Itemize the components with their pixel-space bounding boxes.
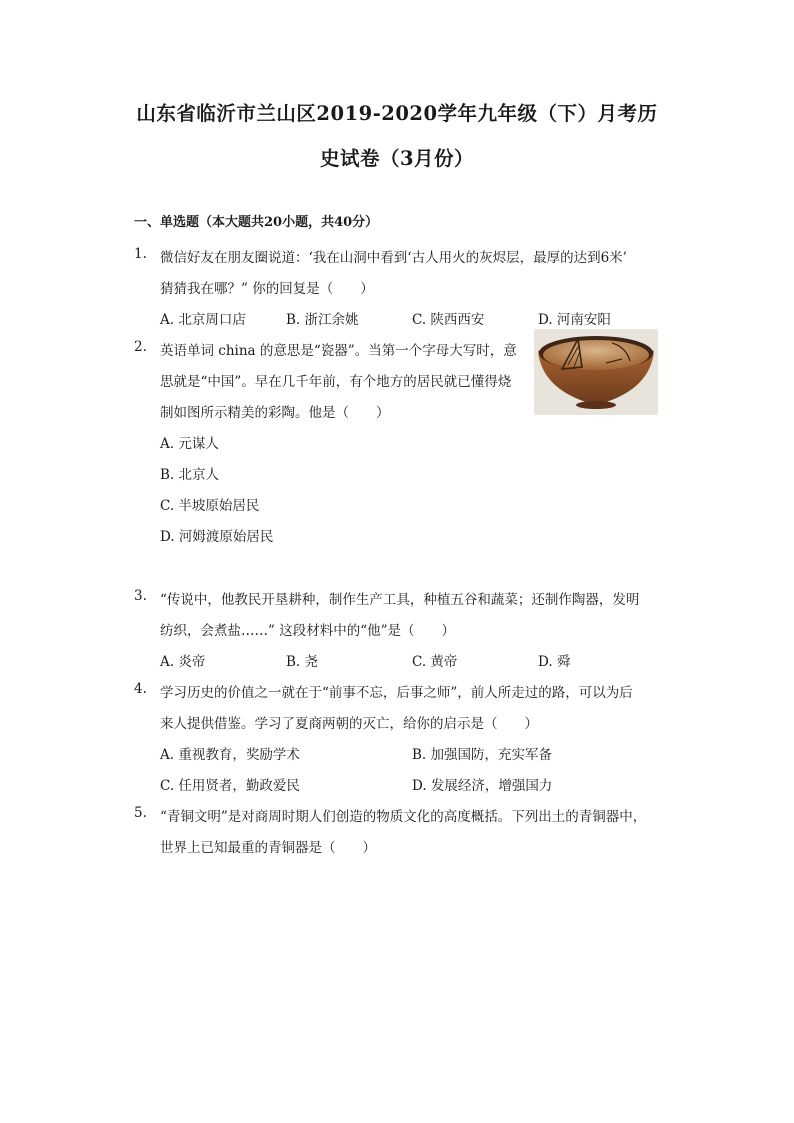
option-b: B. 北京人	[160, 467, 220, 483]
option-d: D. 舜	[538, 654, 571, 670]
question-text-line: 学习历史的价值之一就在于“前事不忘，后事之师”，前人所走过的路，可以为后	[160, 685, 633, 701]
question-text-line: 来人提供借鉴。学习了夏商两朝的灭亡，给你的启示是（ ）	[160, 716, 538, 732]
question-text-line: 思就是“中国”。早在几千年前，有个地方的居民就已懂得烧	[160, 374, 512, 390]
question-number: 2.	[134, 339, 147, 355]
option-b: B. 浙江余姚	[286, 312, 359, 328]
option-b: B. 尧	[286, 654, 319, 670]
exam-title-line-1: 山东省临沂市兰山区2019-2020学年九年级（下）月考历	[136, 102, 658, 125]
option-a: A. 重视教育，奖励学术	[160, 747, 300, 763]
option-c: C. 任用贤者，勤政爱民	[160, 778, 300, 794]
option-c: C. 黄帝	[412, 654, 458, 670]
option-a: A. 北京周口店	[160, 312, 246, 328]
option-c: C. 半坡原始居民	[160, 498, 260, 514]
question-text-line: 微信好友在朋友圈说道：‘我在山洞中看到‘古人用火的灰烬层，最厚的达到6米’	[160, 250, 627, 266]
section-heading: 一、单选题（本大题共20小题，共40分）	[134, 215, 379, 230]
question-number: 3.	[134, 588, 147, 604]
question-text-line: 猜猜我在哪？” 你的回复是（ ）	[160, 281, 374, 297]
option-a: A. 元谋人	[160, 436, 219, 452]
option-b: B. 加强国防，充实军备	[412, 747, 553, 763]
question-number: 1.	[134, 246, 147, 262]
option-d: D. 河姆渡原始居民	[160, 529, 274, 545]
painted-pottery-bowl-image	[534, 329, 658, 415]
option-d: D. 发展经济，增强国力	[412, 778, 553, 794]
question-number: 5.	[134, 805, 147, 821]
question-number: 4.	[134, 681, 147, 697]
option-a: A. 炎帝	[160, 654, 206, 670]
question-text-line: 纺织，会煮盐……” 这段材料中的“他”是（ ）	[160, 623, 455, 639]
option-d: D. 河南安阳	[538, 312, 611, 328]
question-text-line: 世界上已知最重的青铜器是（ ）	[160, 840, 376, 856]
question-text-line: 英语单词 china 的意思是“瓷器”。当第一个字母大写时，意	[160, 343, 517, 359]
question-text-line: “青铜文明”是对商周时期人们创造的物质文化的高度概括。下列出土的青铜器中，	[160, 809, 647, 825]
exam-title-line-2: 史试卷（3月份）	[319, 147, 475, 170]
option-c: C. 陕西西安	[412, 312, 485, 328]
question-text-line: 制如图所示精美的彩陶。他是（ ）	[160, 405, 390, 421]
question-text-line: “传说中，他教民开垦耕种，制作生产工具，种植五谷和蔬菜；还制作陶器，发明	[160, 592, 640, 608]
